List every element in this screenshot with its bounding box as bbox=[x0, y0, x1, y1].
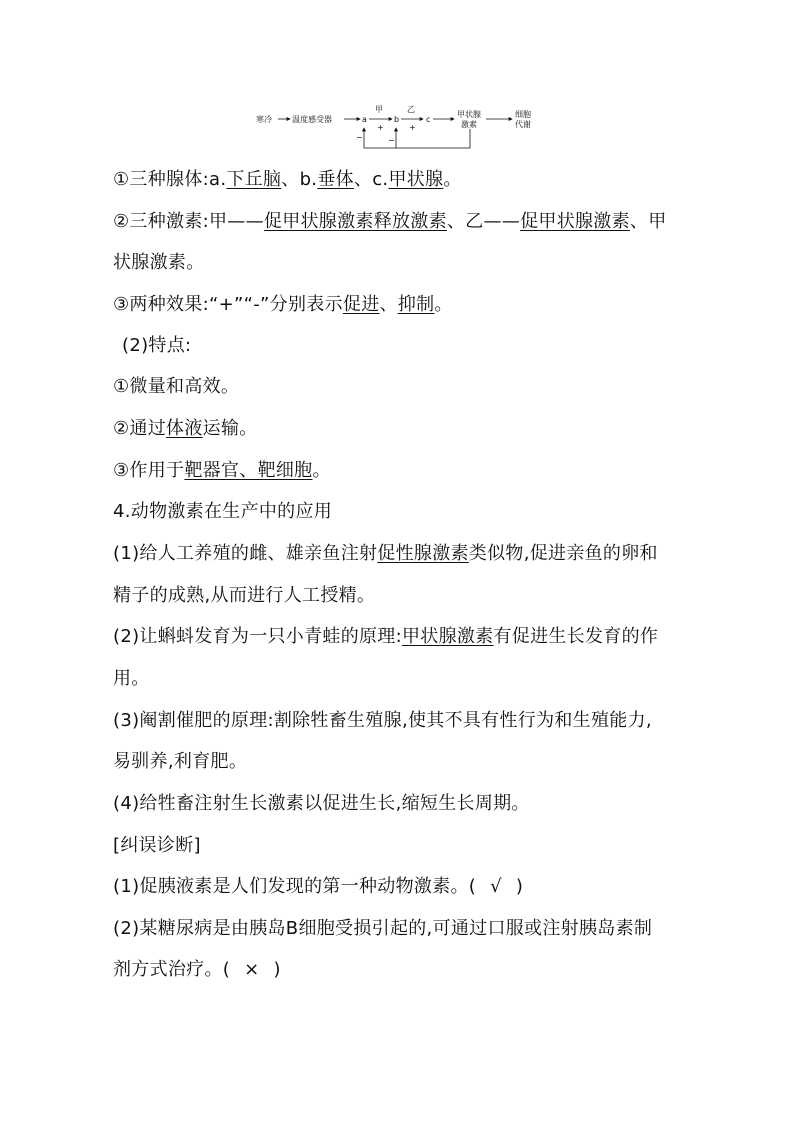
answer-pituitary: 垂体 bbox=[317, 169, 354, 190]
text-line-feature-3 bbox=[113, 459, 331, 483]
text-segment: ②三种激素:甲—— bbox=[113, 211, 264, 232]
answer-thyroxine: 甲状腺激素 bbox=[401, 626, 494, 647]
text-line-app-2 bbox=[113, 625, 658, 649]
text-line-app-2-cont: 用。 bbox=[113, 668, 150, 689]
text-segment: 、乙—— bbox=[446, 211, 521, 232]
text-line-app-4: (4)给牲畜注射生长激素以促进生长,缩短生长周期。 bbox=[113, 793, 530, 814]
text-segment: ②通过 bbox=[113, 418, 167, 439]
text-line-app-1 bbox=[113, 542, 658, 566]
text-segment: 、甲 bbox=[629, 211, 667, 232]
text-line-effects bbox=[113, 293, 453, 317]
label-c: c bbox=[426, 115, 431, 124]
label-minus-2: − bbox=[388, 136, 395, 145]
text-segment: 、b. bbox=[281, 169, 318, 190]
label-metabolism-1: 细胞 bbox=[515, 110, 531, 119]
answer-trh: 促甲状腺激素释放激素 bbox=[263, 211, 447, 232]
text-segment: 类似物,促进亲鱼的卵和 bbox=[468, 543, 658, 564]
text-segment: 。 bbox=[434, 294, 453, 315]
text-segment: 剂方式治疗。( bbox=[113, 959, 231, 980]
check-mark: √ bbox=[490, 876, 502, 897]
answer-inhibit: 抑制 bbox=[397, 294, 435, 315]
answer-tsh: 促甲状腺激素 bbox=[520, 211, 630, 232]
label-plus-1: + bbox=[377, 123, 384, 132]
label-plus-2: + bbox=[409, 123, 416, 132]
text-segment: (2)让蝌蚪发育为一只小青蛙的原理: bbox=[113, 626, 402, 647]
answer-target: 靶器官、靶细胞 bbox=[184, 460, 313, 481]
answer-hypothalamus: 下丘脑 bbox=[226, 169, 282, 190]
text-line-feature-2 bbox=[113, 417, 258, 441]
label-minus-1: − bbox=[356, 133, 363, 142]
text-line-app-3: (3)阉割催肥的原理:割除牲畜生殖腺,使其不具有性行为和生殖能力, bbox=[113, 710, 652, 731]
label-cold: 寒冷 bbox=[256, 115, 272, 124]
text-segment: ③作用于 bbox=[113, 460, 185, 481]
text-line-judge-2: (2)某糖尿病是由胰岛B细胞受损引起的,可通过口服或注射胰岛素制 bbox=[113, 918, 653, 939]
text-segment: 有促进生长发育的作 bbox=[493, 626, 659, 647]
text-segment: 、 bbox=[379, 294, 398, 315]
text-segment: (1)给人工养殖的雌、雄亲鱼注射 bbox=[113, 543, 378, 564]
text-line-judge-1 bbox=[113, 875, 523, 899]
text-segment: ①三种腺体:a. bbox=[113, 169, 227, 190]
text-segment: 。 bbox=[312, 460, 331, 481]
answer-body-fluid: 体液 bbox=[166, 418, 203, 439]
text-line-glands bbox=[113, 168, 462, 192]
text-segment: ) bbox=[515, 876, 524, 897]
text-line-app-1-cont: 精子的成熟,从而进行人工授精。 bbox=[113, 585, 376, 606]
text-segment: ) bbox=[273, 959, 281, 980]
text-segment: 、c. bbox=[353, 169, 389, 190]
answer-promote: 促进 bbox=[342, 294, 380, 315]
text-line-features-heading: (2)特点: bbox=[122, 335, 192, 356]
label-a: a bbox=[362, 115, 367, 124]
label-jia: 甲 bbox=[375, 105, 383, 114]
label-thyroid-hormone-1: 甲状腺 bbox=[457, 110, 481, 119]
label-receptor: 温度感受器 bbox=[292, 115, 332, 124]
text-segment: 运输。 bbox=[202, 418, 258, 439]
label-thyroid-hormone-2: 激素 bbox=[461, 120, 477, 129]
label-b: b bbox=[394, 115, 400, 124]
cross-mark: × bbox=[244, 959, 260, 980]
text-line-judge-2-cont bbox=[113, 958, 281, 982]
text-line-hormones bbox=[113, 210, 667, 234]
answer-thyroid: 甲状腺 bbox=[388, 169, 444, 190]
text-segment: (1)促胰液素是人们发现的第一种动物激素。( bbox=[113, 876, 477, 897]
answer-gonadotropin: 促性腺激素 bbox=[377, 543, 469, 564]
label-yi: 乙 bbox=[407, 105, 415, 114]
section-heading-correction: [纠误诊断] bbox=[113, 835, 201, 856]
label-metabolism-2: 代谢 bbox=[515, 120, 531, 129]
text-segment: 。 bbox=[443, 169, 462, 190]
section-heading-application: 4.动物激素在生产中的应用 bbox=[113, 501, 333, 522]
text-line-feature-1: ①微量和高效。 bbox=[113, 376, 240, 397]
text-line-app-3-cont: 易驯养,利育肥。 bbox=[113, 751, 248, 772]
hormone-regulation-diagram bbox=[250, 100, 550, 160]
text-segment: ③两种效果:“+”“-”分别表示 bbox=[113, 294, 343, 315]
text-line-hormones-cont: 状腺激素。 bbox=[113, 252, 205, 273]
diagram-svg bbox=[250, 100, 550, 160]
